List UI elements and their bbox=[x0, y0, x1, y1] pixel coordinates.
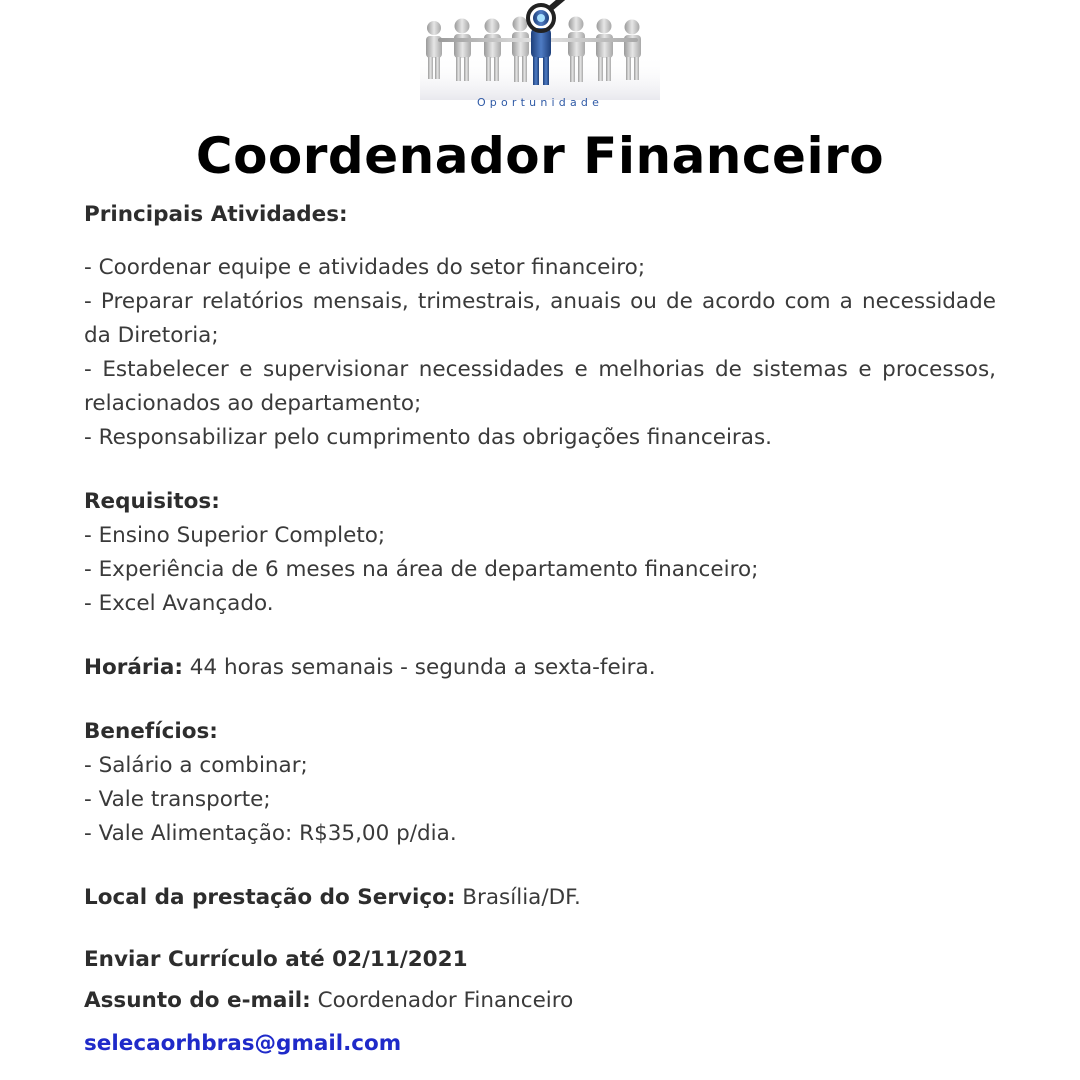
horario-value: 44 horas semanais - segunda a sexta-feira. bbox=[182, 655, 656, 680]
beneficio-item: - Vale Alimentação: R$35,00 p/dia. bbox=[84, 821, 457, 846]
local-line bbox=[84, 881, 996, 915]
beneficios-heading: Benefícios: bbox=[84, 719, 218, 744]
beneficio-item: - Vale transporte; bbox=[84, 787, 271, 812]
requisito-item: - Experiência de 6 meses na área de departamento financeiro; bbox=[84, 557, 759, 582]
atividade-item: - Estabelecer e supervisionar necessidades e melhorias de sistemas e processos, relacionados ao departamento; bbox=[84, 357, 996, 416]
atividade-item: - Coordenar equipe e atividades do setor financeiro; bbox=[84, 255, 646, 280]
people-magnifier-icon bbox=[420, 0, 660, 100]
email-link[interactable]: selecaorhbras@gmail.com bbox=[84, 1031, 402, 1056]
requisito-item: - Ensino Superior Completo; bbox=[84, 523, 386, 548]
posting-body bbox=[84, 198, 996, 1061]
logo-text: Oportunidade bbox=[476, 96, 604, 109]
atividade-item: - Preparar relatórios mensais, trimestrais, anuais ou de acordo com a necessidade da Diretoria; bbox=[84, 289, 996, 348]
requisitos-heading: Requisitos: bbox=[84, 489, 220, 514]
requisito-item: - Excel Avançado. bbox=[84, 591, 274, 616]
local-value: Brasília/DF. bbox=[455, 885, 581, 910]
assunto-line bbox=[84, 984, 996, 1018]
beneficio-item: - Salário a combinar; bbox=[84, 753, 308, 778]
deadline-line: Enviar Currículo até 02/11/2021 bbox=[84, 947, 468, 972]
atividade-item: - Responsabilizar pelo cumprimento das obrigações financeiras. bbox=[84, 425, 772, 450]
atividades-heading: Principais Atividades: bbox=[84, 202, 348, 227]
horario-label: Horária: bbox=[84, 655, 183, 680]
assunto-label: Assunto do e-mail: bbox=[84, 988, 311, 1013]
assunto-value: Coordenador Financeiro bbox=[310, 988, 574, 1013]
local-label: Local da prestação do Serviço: bbox=[84, 885, 456, 910]
oportunidade-logo bbox=[420, 0, 660, 112]
page-title: Coordenador Financeiro bbox=[195, 127, 885, 185]
horario-line bbox=[84, 651, 996, 685]
